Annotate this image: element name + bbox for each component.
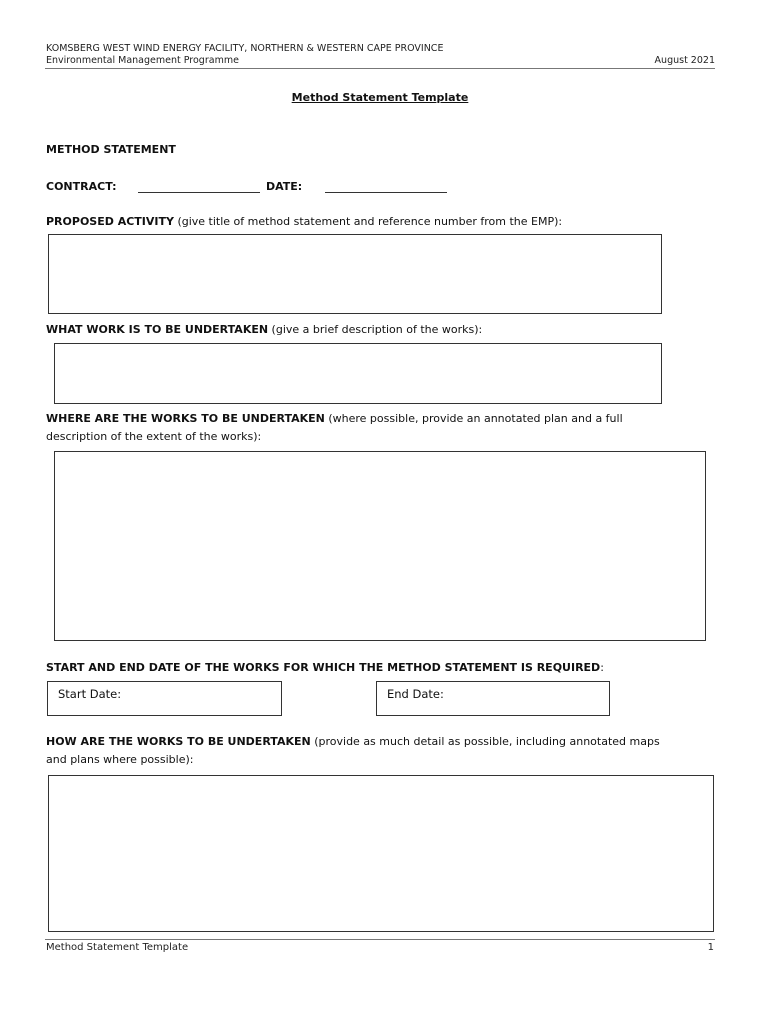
section-heading: METHOD STATEMENT (46, 143, 176, 156)
header-date: August 2021 (654, 55, 715, 66)
what-work-box[interactable] (54, 343, 662, 404)
how-works-heading: HOW ARE THE WORKS TO BE UNDERTAKEN (46, 735, 311, 748)
how-works-note: (provide as much detail as possible, including annotated maps (310, 735, 660, 748)
footer-title: Method Statement Template (46, 942, 189, 953)
start-date-box[interactable] (47, 681, 282, 716)
how-works-label (46, 733, 660, 751)
date-label: DATE: (266, 180, 303, 193)
page-title: Method Statement Template (291, 91, 469, 104)
footer-rule (45, 939, 715, 940)
where-works-heading: WHERE ARE THE WORKS TO BE UNDERTAKEN (46, 412, 325, 425)
how-works-note-line2: and plans where possible): (46, 753, 194, 766)
what-work-label (46, 321, 482, 339)
end-date-label: End Date: (387, 687, 444, 701)
header-rule (45, 68, 715, 69)
proposed-activity-box[interactable] (48, 234, 662, 314)
proposed-activity-note: (give title of method statement and reference number from the EMP): (173, 215, 563, 228)
where-works-note: (where possible, provide an annotated plan and a full (324, 412, 623, 425)
header-project-line: KOMSBERG WEST WIND ENERGY FACILITY, NORTHERN & WESTERN CAPE PROVINCE (46, 43, 444, 54)
what-work-heading: WHAT WORK IS TO BE UNDERTAKEN (46, 323, 269, 336)
page-number: 1 (707, 942, 714, 953)
contract-label: CONTRACT: (46, 180, 117, 193)
where-works-box[interactable] (54, 451, 706, 641)
dates-section-colon: : (600, 661, 604, 674)
where-works-label (46, 410, 623, 428)
end-date-box[interactable] (376, 681, 610, 716)
contract-field[interactable] (138, 192, 260, 193)
proposed-activity-heading: PROPOSED ACTIVITY (46, 215, 174, 228)
what-work-note: (give a brief description of the works): (268, 323, 483, 336)
start-date-label: Start Date: (58, 687, 122, 701)
how-works-box[interactable] (48, 775, 714, 932)
date-field[interactable] (325, 192, 447, 193)
proposed-activity-label (46, 213, 562, 231)
header-programme-line: Environmental Management Programme (46, 55, 239, 66)
dates-section-heading: START AND END DATE OF THE WORKS FOR WHICH THE METHOD STATEMENT IS REQUIRED (46, 661, 601, 674)
where-works-note-line2: description of the extent of the works): (46, 430, 262, 443)
dates-section-label (46, 659, 604, 677)
